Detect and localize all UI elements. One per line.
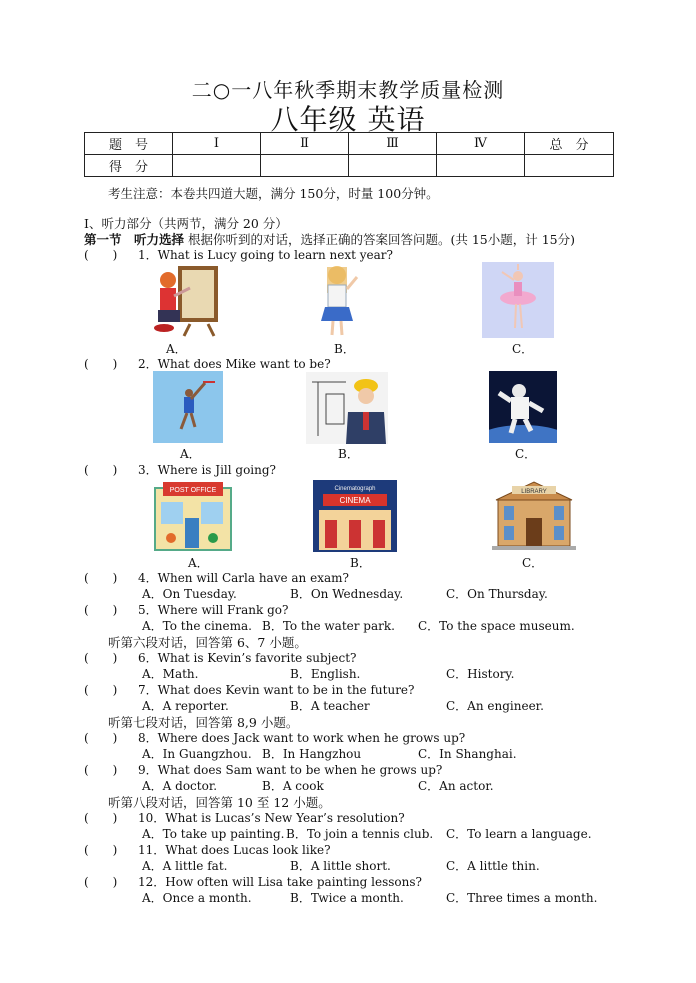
answer-blank[interactable]: ( ) — [84, 731, 118, 745]
question-3 — [84, 461, 276, 478]
answer-blank[interactable]: ( ) — [84, 875, 118, 889]
option-label[interactable]: B． — [338, 447, 359, 461]
option-a[interactable]: A．A doctor. — [142, 779, 218, 793]
score-cell: 总 分 — [525, 133, 614, 155]
option-label[interactable]: C． — [515, 447, 537, 461]
question-5 — [84, 601, 288, 618]
option-c[interactable]: C．To learn a language. — [446, 827, 592, 841]
option-label[interactable]: B． — [350, 556, 371, 570]
option-b[interactable]: B．English. — [290, 667, 361, 681]
option-a[interactable]: A．A little fat. — [142, 859, 228, 873]
cinema-sign: CINEMA — [339, 496, 371, 505]
question-text: 12．How often will Lisa take painting lessons? — [138, 875, 422, 889]
question-text: 5．Where will Frank go? — [138, 603, 289, 617]
part-label: 第一节 听力选择 — [84, 232, 185, 247]
dialog-instruction: 听第七段对话，回答第 8,9 小题。 — [108, 715, 299, 730]
score-input-cell[interactable] — [437, 155, 525, 177]
question-12 — [84, 873, 422, 890]
option-label[interactable]: C． — [512, 342, 534, 356]
exam-notice: 考生注意：本卷共四道大题，满分 150分，时量 100分钟。 — [108, 186, 439, 201]
option-b[interactable]: B．Twice a month. — [290, 891, 404, 905]
score-cell: Ⅳ — [437, 133, 525, 155]
girl-painting-icon — [150, 262, 220, 338]
option-b[interactable]: B．A little short. — [290, 859, 391, 873]
answer-blank[interactable]: ( ) — [84, 603, 118, 617]
question-10 — [84, 809, 405, 826]
score-cell: Ⅱ — [261, 133, 349, 155]
option-b[interactable]: B．To join a tennis club. — [286, 827, 434, 841]
post-office-icon — [153, 478, 233, 552]
option-a[interactable]: A．To take up painting. — [142, 827, 285, 841]
option-b[interactable]: B．In Hangzhou — [262, 747, 362, 761]
part-instruction: 根据你听到的对话，选择正确的答案回答问题。(共 15小题，计 15分) — [188, 232, 576, 247]
cinema-icon — [313, 480, 397, 552]
score-cell: 题 号 — [85, 133, 173, 155]
question-8 — [84, 729, 465, 746]
option-b[interactable]: B．To the water park. — [262, 619, 395, 633]
option-a[interactable]: A．Math. — [142, 667, 199, 681]
question-text: 4．When will Carla have an exam? — [138, 571, 349, 585]
question-text: 10．What is Lucas’s New Year’s resolution? — [138, 811, 405, 825]
score-table-score-row — [85, 155, 614, 177]
question-9 — [84, 761, 442, 778]
section-heading: I、听力部分（共两节，满分 20 分） — [84, 216, 288, 231]
option-c[interactable]: C．An actor. — [418, 779, 494, 793]
post-office-sign: POST OFFICE — [169, 487, 217, 494]
option-label[interactable]: B． — [334, 342, 355, 356]
exam-subtitle: 八年级 英语 — [270, 103, 426, 136]
library-icon — [490, 476, 578, 552]
score-input-cell[interactable] — [525, 155, 614, 177]
option-c[interactable]: C．To the space museum. — [418, 619, 575, 633]
astronaut-icon — [489, 371, 557, 443]
dialog-instruction: 听第六段对话，回答第 6、7 小题。 — [108, 635, 307, 650]
answer-blank[interactable]: ( ) — [84, 651, 118, 665]
option-a[interactable]: A．On Tuesday. — [142, 587, 237, 601]
question-text: 9．What does Sam want to be when he grows up? — [138, 763, 443, 777]
score-input-cell[interactable] — [173, 155, 261, 177]
score-input-cell[interactable] — [349, 155, 437, 177]
score-input-cell[interactable] — [261, 155, 349, 177]
option-label[interactable]: A． — [180, 447, 201, 461]
option-c[interactable]: C．An engineer. — [446, 699, 544, 713]
cinematograph-sign: Cinematograph — [334, 486, 376, 492]
option-c[interactable]: C．History. — [446, 667, 515, 681]
question-2 — [84, 355, 331, 372]
question-4 — [84, 569, 349, 586]
option-c[interactable]: C．Three times a month. — [446, 891, 598, 905]
answer-blank[interactable]: ( ) — [84, 763, 118, 777]
option-b[interactable]: B．A teacher — [290, 699, 370, 713]
answer-blank[interactable]: ( ) — [84, 463, 118, 477]
question-text: 1．What is Lucy going to learn next year? — [138, 248, 393, 262]
option-a[interactable]: A．A reporter. — [142, 699, 229, 713]
question-6 — [84, 649, 356, 666]
girl-cheerleader-icon — [313, 263, 361, 337]
option-c[interactable]: C．A little thin. — [446, 859, 540, 873]
score-cell: 得 分 — [85, 155, 173, 177]
answer-blank[interactable]: ( ) — [84, 571, 118, 585]
option-label[interactable]: C． — [522, 556, 544, 570]
option-a[interactable]: A．To the cinema. — [142, 619, 252, 633]
answer-blank[interactable]: ( ) — [84, 843, 118, 857]
question-text: 8．Where does Jack want to work when he grows up? — [138, 731, 466, 745]
option-a[interactable]: A．In Guangzhou. — [142, 747, 252, 761]
answer-blank[interactable]: ( ) — [84, 248, 118, 262]
question-1 — [84, 246, 393, 263]
option-label[interactable]: A． — [166, 342, 187, 356]
question-text: 7．What does Kevin want to be in the future? — [138, 683, 415, 697]
option-label[interactable]: A． — [188, 556, 209, 570]
engineer-icon — [306, 372, 388, 444]
question-text: 2．What does Mike want to be? — [138, 357, 331, 371]
question-11 — [84, 841, 331, 858]
score-table — [84, 132, 614, 177]
question-text: 3．Where is Jill going? — [138, 463, 276, 477]
dialog-instruction: 听第八段对话，回答第 10 至 12 小题。 — [108, 795, 331, 810]
option-a[interactable]: A．Once a month. — [142, 891, 252, 905]
answer-blank[interactable]: ( ) — [84, 683, 118, 697]
basketball-player-icon — [153, 371, 223, 443]
score-cell: Ⅰ — [173, 133, 261, 155]
option-b[interactable]: B．A cook — [262, 779, 324, 793]
answer-blank[interactable]: ( ) — [84, 357, 118, 371]
option-c[interactable]: C．In Shanghai. — [418, 747, 517, 761]
question-7 — [84, 681, 414, 698]
question-text: 11．What does Lucas look like? — [138, 843, 331, 857]
exam-title: 二○一八年秋季期末教学质量检测 — [191, 78, 505, 102]
question-text: 6．What is Kevin’s favorite subject? — [138, 651, 357, 665]
option-c[interactable]: C．On Thursday. — [446, 587, 548, 601]
score-cell: Ⅲ — [349, 133, 437, 155]
score-table-header-row — [85, 133, 614, 155]
ballet-dancer-icon — [482, 262, 554, 338]
option-b[interactable]: B．On Wednesday. — [290, 587, 404, 601]
answer-blank[interactable]: ( ) — [84, 811, 118, 825]
library-sign: LIBRARY — [521, 489, 547, 495]
